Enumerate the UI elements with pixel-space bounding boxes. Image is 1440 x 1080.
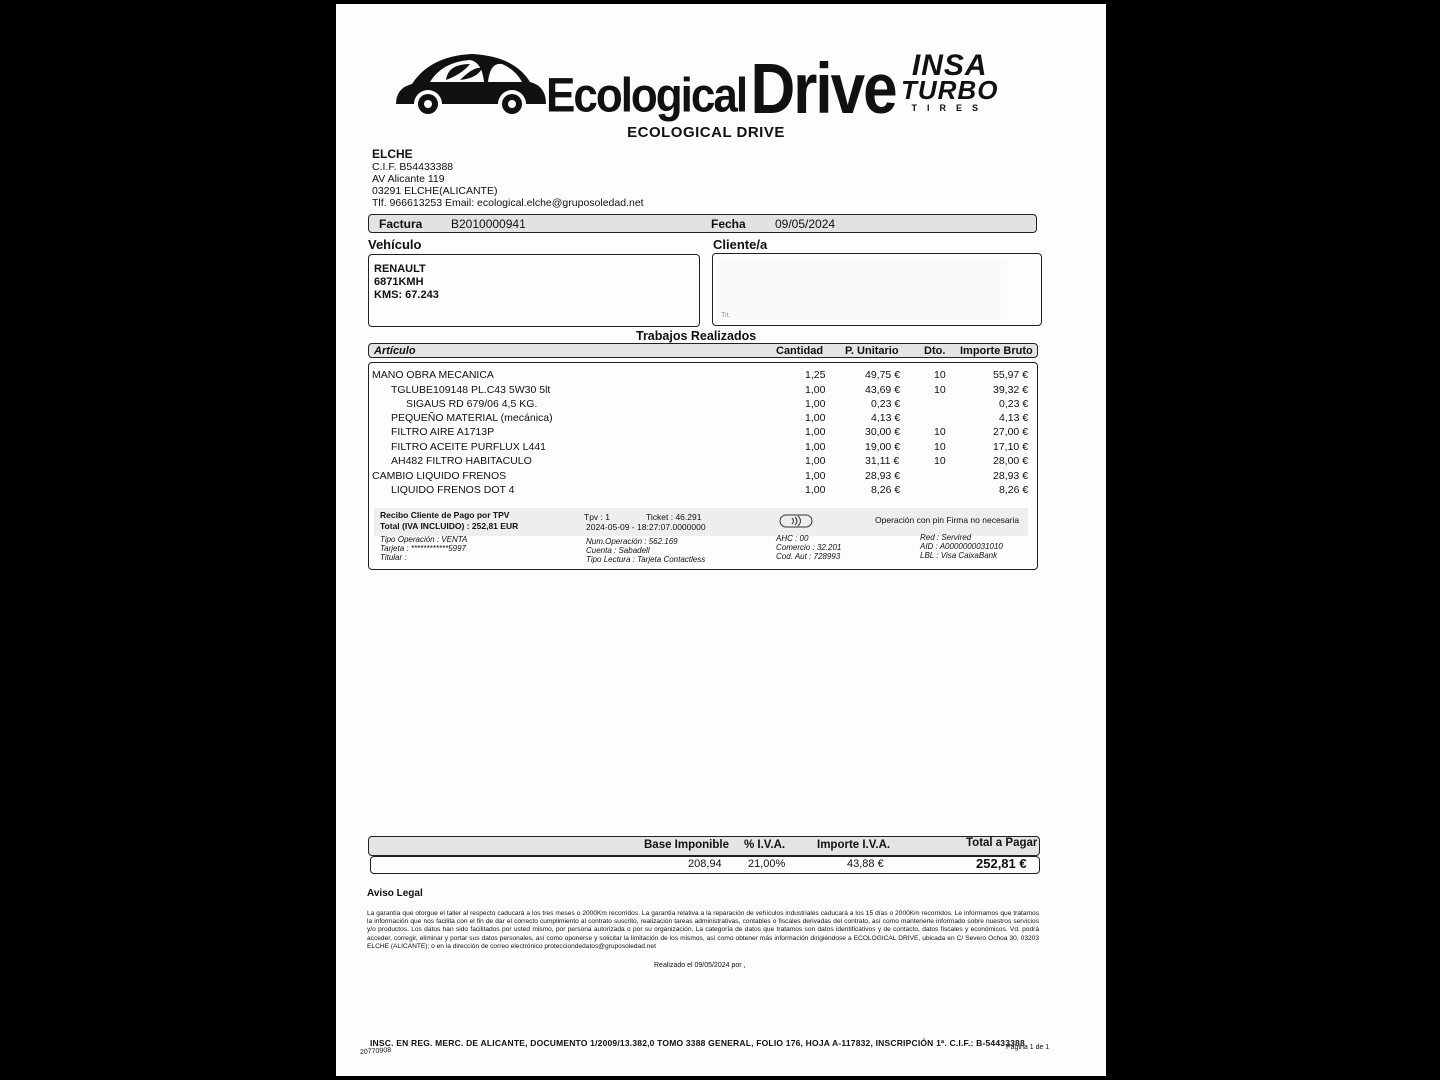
legal-realizado: Realizado el 09/05/2024 por , xyxy=(654,962,746,969)
company-street: AV Alicante 119 xyxy=(372,173,445,185)
item-qty: 1,25 xyxy=(805,369,826,381)
fecha-value: 09/05/2024 xyxy=(775,217,836,231)
invoice-bar xyxy=(368,214,1037,233)
item-desc: TGLUBE109148 PL.C43 5W30 5lt xyxy=(391,384,551,396)
col-articulo: Artículo xyxy=(374,345,416,357)
tpv-tarjeta: Tarjeta : ************5997 xyxy=(380,544,466,553)
partner-logo xyxy=(901,49,999,114)
item-qty: 1,00 xyxy=(805,441,826,453)
vehicle-label: Vehículo xyxy=(368,237,422,252)
company-city: ELCHE xyxy=(372,147,413,161)
item-total: 4,13 € xyxy=(999,412,1029,424)
item-qty: 1,00 xyxy=(805,455,826,467)
item-price: 8,26 € xyxy=(871,484,901,496)
document-code: 20770908 xyxy=(359,1046,392,1057)
tpv-num-operacion: Num.Operación : 562.169 xyxy=(586,537,678,546)
table-row xyxy=(336,470,1106,484)
item-qty: 1,00 xyxy=(805,398,826,410)
factura-label: Factura xyxy=(379,217,423,231)
base-label: Base Imponible xyxy=(644,839,729,851)
document-title: ECOLOGICAL DRIVE xyxy=(627,124,785,141)
partner-logo-line1: INSA xyxy=(911,49,988,82)
client-partial-text: Tit. xyxy=(721,312,731,319)
vehicle-box xyxy=(368,254,700,327)
item-desc: MANO OBRA MECANICA xyxy=(372,369,494,381)
table-row xyxy=(336,412,1106,426)
item-qty: 1,00 xyxy=(805,426,826,438)
company-contact: Tlf. 966613253 Email: ecological.elche@gruposoledad.net xyxy=(372,197,644,209)
fecha-label: Fecha xyxy=(711,217,746,231)
tpv-operation-note: Operación con pin Firma no necesaria xyxy=(875,515,1020,525)
client-box xyxy=(712,253,1042,326)
item-total: 0,23 € xyxy=(999,398,1029,410)
car-logo-icon xyxy=(390,48,550,118)
tpv-lbl: LBL : Visa CaixaBank xyxy=(920,551,998,560)
item-total: 27,00 € xyxy=(993,426,1029,438)
item-desc: CAMBIO LIQUIDO FRENOS xyxy=(372,470,507,482)
client-redaction xyxy=(717,258,1007,320)
brand-logo xyxy=(546,49,896,130)
tpv-datetime: 2024-05-09 - 18:27:07.0000000 xyxy=(586,522,706,532)
vehicle-kms: KMS: 67.243 xyxy=(374,289,439,301)
tpv-titular: Titular : xyxy=(380,553,407,562)
item-price: 30,00 € xyxy=(865,426,901,438)
table-row xyxy=(336,369,1106,383)
tpv-red: Red : Servired xyxy=(920,533,972,542)
tpv-aid: AID : A0000000031010 xyxy=(920,542,1003,551)
company-cif: C.I.F. B54433388 xyxy=(372,161,454,173)
item-dto: 10 xyxy=(934,384,946,396)
col-importe: Importe Bruto xyxy=(960,345,1033,357)
vehicle-make: RENAULT xyxy=(374,263,426,275)
item-price: 31,11 € xyxy=(865,455,900,467)
item-total: 55,97 € xyxy=(993,369,1029,381)
tpv-cuenta: Cuenta : Sabadell xyxy=(586,546,650,555)
item-dto: 10 xyxy=(934,369,946,381)
item-qty: 1,00 xyxy=(805,484,826,496)
item-price: 4,13 € xyxy=(871,412,901,424)
item-qty: 1,00 xyxy=(805,384,826,396)
col-unitario: P. Unitario xyxy=(845,345,899,357)
logo-word-ecological: Ecological xyxy=(546,68,747,123)
col-cantidad: Cantidad xyxy=(776,345,824,357)
page-indicator: Página 1 de 1 xyxy=(1006,1044,1050,1051)
iva-pct-value: 21,00% xyxy=(748,858,786,870)
table-row xyxy=(336,455,1106,469)
contactless-icon xyxy=(779,514,813,528)
table-row xyxy=(336,426,1106,440)
item-dto: 10 xyxy=(934,441,946,453)
factura-number: B2010000941 xyxy=(451,217,526,231)
legal-title: Aviso Legal xyxy=(367,888,423,899)
table-row xyxy=(336,398,1106,412)
item-total: 17,10 € xyxy=(993,441,1029,453)
client-label: Cliente/a xyxy=(713,237,768,252)
item-qty: 1,00 xyxy=(805,412,826,424)
item-dto: 10 xyxy=(934,455,946,467)
table-row xyxy=(336,484,1106,498)
works-title: Trabajos Realizados xyxy=(636,329,757,343)
item-desc: FILTRO AIRE A1713P xyxy=(391,426,495,438)
item-total: 28,93 € xyxy=(993,470,1029,482)
table-row xyxy=(336,384,1106,398)
item-desc: AH482 FILTRO HABITACULO xyxy=(391,455,532,467)
col-dto: Dto. xyxy=(924,345,946,357)
company-postal: 03291 ELCHE(ALICANTE) xyxy=(372,185,498,197)
item-dto: 10 xyxy=(934,426,946,438)
item-price: 19,00 € xyxy=(865,441,901,453)
tpv-ahc: AHC : 00 xyxy=(776,534,809,543)
partner-logo-line2: TURBO xyxy=(901,75,999,105)
item-price: 0,23 € xyxy=(871,398,901,410)
item-price: 43,69 € xyxy=(865,384,901,396)
vehicle-plate: 6871KMH xyxy=(374,276,424,288)
tpv-tipo-operacion: Tipo Operación : VENTA xyxy=(380,535,468,544)
partner-logo-line3: TIRES xyxy=(911,103,988,113)
iva-amount-value: 43,88 € xyxy=(847,858,884,870)
company-address xyxy=(372,147,644,209)
tpv-tipo-lectura: Tipo Lectura : Tarjeta Contactless xyxy=(586,555,706,564)
item-total: 8,26 € xyxy=(999,484,1029,496)
iva-pct-label: % I.V.A. xyxy=(744,839,786,851)
item-total: 28,00 € xyxy=(993,455,1029,467)
item-desc: FILTRO ACEITE PURFLUX L441 xyxy=(391,441,547,453)
tpv-number: Tpv : 1 xyxy=(584,512,610,522)
item-desc: PEQUEÑO MATERIAL (mecánica) xyxy=(391,412,553,424)
item-price: 49,75 € xyxy=(865,369,901,381)
iva-amount-label: Importe I.V.A. xyxy=(817,839,891,851)
tpv-total: Total (IVA INCLUIDO) : 252,81 EUR xyxy=(380,521,519,531)
table-row xyxy=(336,441,1106,455)
base-value: 208,94 xyxy=(688,858,722,870)
tpv-recibo: Recibo Cliente de Pago por TPV xyxy=(380,510,510,520)
item-qty: 1,00 xyxy=(805,470,826,482)
total-label: Total a Pagar xyxy=(966,837,1038,849)
item-desc: LIQUIDO FRENOS DOT 4 xyxy=(391,484,515,496)
tpv-cod-aut: Cod. Aut : 728993 xyxy=(776,552,841,561)
item-price: 28,93 € xyxy=(865,470,901,482)
legal-text: La garantía que otorgue el taller al respecto caducará a los tres meses o 2000Km recorridos. La garantía relativa a la reparación de vehículos industriales caducará a los 15 días o 2000Km recorridos. Le informamos que tratamos la información que nos facilita con el fin de dar el correcto cumplimiento al contrato suscrito, realización tareas administrativas, contables o fiscales derivadas del contrato, así como mantenerle informado sobre nuestros servicios y/o productos. Los datos han sido facilitados por usted mismo, por persona autorizada o por su organización. La categoría de datos que tratamos son datos identificativos y de contacto, datos fiscales y económicos. Vd. podrá acceder, corregir, eliminar y portar sus datos personales, así como oponerse y solicitar la limitación de los mismos, así como obtener más información dirigiéndose a ECOLOGICAL DRIVE, ubicada en C/ Severo Ochoa 30, 03203 ELCHE (ALICANTE); o en la dirección de correo electrónico protecciondedatos@gruposoledad.net xyxy=(367,910,1039,950)
item-total: 39,32 € xyxy=(993,384,1029,396)
tpv-ticket: Ticket : 46.291 xyxy=(646,512,702,522)
invoice-sheet xyxy=(336,4,1106,1076)
tpv-comercio: Comercio : 32.201 xyxy=(776,543,842,552)
logo-word-drive: Drive xyxy=(750,49,896,130)
item-desc: SIGAUS RD 679/06 4,5 KG. xyxy=(406,398,538,410)
registry-footer: INSC. EN REG. MERC. DE ALICANTE, DOCUMENTO 1/2009/13.382,0 TOMO 3388 GENERAL, FOLIO 176, HOJA A-117832, INSCRIPCIÓN 1ª. C.I.F.: B-54433388 xyxy=(370,1038,1025,1048)
total-value: 252,81 € xyxy=(976,856,1027,871)
